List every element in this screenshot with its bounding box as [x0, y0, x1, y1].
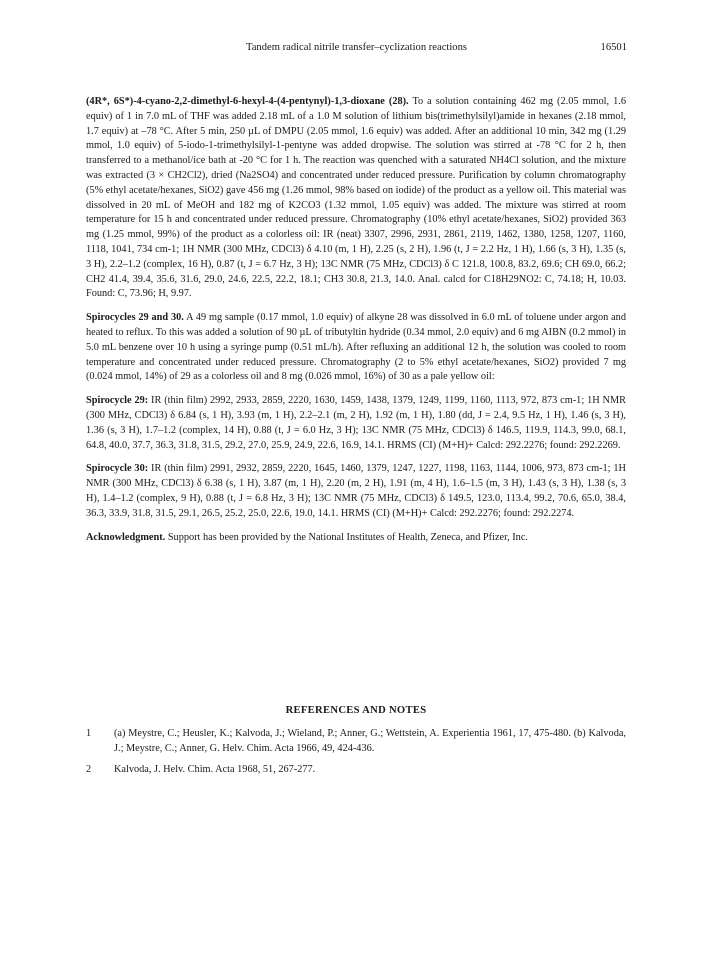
- spirocycles-29-30-heading: Spirocycles 29 and 30.: [86, 312, 184, 324]
- spirocycle-29-paragraph: [86, 394, 626, 453]
- spirocycle-30-data: IR (thin film) 2991, 2932, 2859, 2220, 1645, 1460, 1379, 1247, 1227, 1198, 1163, 1144, 1006, 973, 873 cm-1; 1H NMR (300 MHz, CDCl3) δ 6.38 (s, 1 H), 3.87 (m, 1 H), 2.20 (m, 2 H), 1.91 (m, 4 H), 1.6–1.5 (m, 3 H), 1.43 (s, 3 H), 1.38 (s, 3 H), 1.4–1.2 (complex, 9 H), 0.88 (t, J = 6.8 Hz, 3 H); 13C NMR (75 MHz, CDCl3) δ 149.5, 123.0, 113.4, 99.2, 70.6, 65.0, 38.4, 36.3, 33.9, 31.8, 31.5, 29.1, 26.5, 25.2, 25.0, 22.6, 19.0, 14.1. HRMS (CI) (M+H)+ Calcd: 292.2276; found: 292.2274.: [86, 463, 626, 519]
- spirocycle-30-paragraph: [86, 462, 626, 521]
- reference-item: [86, 763, 626, 778]
- reference-text: Kalvoda, J. Helv. Chim. Acta 1968, 51, 267-277.: [114, 763, 316, 775]
- reference-text: (a) Meystre, C.; Heusler, K.; Kalvoda, J.; Wieland, P.; Anner, G.; Wettstein, A. Experientia 1961, 17, 475-480. (b) Kalvoda, J.; Meystre, C.; Anner, G. Helv. Chim. Acta 1966, 49, 424-436.: [114, 728, 626, 754]
- reference-item: [86, 727, 626, 757]
- spirocycle-29-heading: Spirocycle 29:: [86, 395, 149, 407]
- experimental-section: [86, 95, 626, 554]
- spirocycle-29-data: IR (thin film) 2992, 2933, 2859, 2220, 1630, 1459, 1438, 1379, 1249, 1199, 1160, 1113, 972, 873 cm-1; 1H NMR (300 MHz, CDCl3) δ 6.84 (s, 1 H), 3.93 (m, 1 H), 2.2–2.1 (m, 2 H), 1.92 (m, 1 H), 1.80 (dd, J = 2.4, 9.5 Hz, 1 H), 1.46 (s, 3 H), 1.36 (s, 3 H), 1.7–1.2 (complex, 14 H), 0.88 (t, J = 6.0 Hz, 3 H); 13C NMR (75 MHz, CDCl3) δ 146.5, 119.9, 114.3, 99.0, 68.1, 64.8, 40.0, 37.7, 36.3, 31.8, 31.5, 29.2, 27.0, 25.9, 24.9, 22.6, 16.9, 14.1. HRMS (CI) (M+H)+ Calcd: 292.2276; found: 292.2269.: [86, 395, 626, 451]
- compound-28-heading: (4R*, 6S*)-4-cyano-2,2-dimethyl-6-hexyl-4-(4-pentynyl)-1,3-dioxane (28).: [86, 96, 409, 107]
- reference-number: 2: [86, 763, 92, 775]
- acknowledgment-paragraph: [86, 531, 626, 546]
- spirocycles-29-30-procedure: A 49 mg sample (0.17 mmol, 1.0 equiv) of alkyne 28 was dissolved in 6.0 mL of toluene under argon and heated to reflux. To this was added a solution of 90 µL of tributyltin hydride (0.34 mmol, 2.0 equiv) and 6 mg AIBN (0.2 mmol) in 5.0 mL benzene over 10 h using a syringe pump (0.51 mL/h). After refluxing an additional 12 h, the solution was cooled to room temperature and concentrated under reduced pressure. Chromatography (2 to 5% ethyl acetate/hexanes, SiO2) provided 7 mg (0.024 mmol, 14%) of 29 as a colorless oil and 8 mg (0.026 mmol, 16%) of 30 as a pale yellow oil:: [86, 312, 626, 383]
- spirocycle-30-heading: Spirocycle 30:: [86, 463, 149, 475]
- reference-number: 1: [86, 728, 92, 739]
- acknowledgment-heading: Acknowledgment.: [86, 531, 166, 543]
- references-heading: REFERENCES AND NOTES: [285, 705, 427, 716]
- running-title: Tandem radical nitrile transfer–cyclization reactions: [245, 42, 468, 53]
- acknowledgment-text: Support has been provided by the National Institutes of Health, Zeneca, and Pfizer, Inc.: [167, 531, 528, 543]
- page-number: 16501: [600, 42, 627, 53]
- running-head: [86, 42, 627, 58]
- references-list: [86, 727, 626, 783]
- compound-28-paragraph: [86, 95, 626, 302]
- compound-28-procedure: To a solution containing 462 mg (2.05 mmol, 1.6 equiv) of 1 in 7.0 mL of THF was added 2.18 mL of a 1.0 M solution of lithium bis(trimethylsilyl)amide in hexanes (2.18 mmol, 1.7 equiv) at –78 °C. After 5 min, 250 µL of DMPU (2.05 mmol, 1.6 equiv) was added. After an additional 10 min, 342 mg (1.29 mmol, 1.0 equiv) of 5-iodo-1-trimethylsilyl-1-pentyne was added dropwise. The solution was stirred at -78 °C for 2 h, then transferred to a methanol/ice bath at -20 °C for 1 h. The reaction was quenched with a saturated NH4Cl solution, and the mixture was extracted (3 × CH2Cl2), dried (Na2SO4) and concentrated under reduced pressure. Purification by column chromatography (5% ethyl acetate/hexanes, SiO2) gave 456 mg (1.26 mmol, 98% based on iodide) of the product as a yellow oil. This material was dissolved in 20 mL of MeOH and 182 mg of K2CO3 (1.32 mmol, 1.05 equiv) was added. The mixture was stirred at room temperature for 15 h and concentrated under reduced pressure. Chromatography (10% ethyl acetate/hexanes, SiO2) provided 363 mg (1.25 mmol, 99%) of the product as a colorless oil: IR (neat) 3307, 2996, 2931, 2861, 2119, 1462, 1380, 1258, 1207, 1160, 1118, 1041, 734 cm-1; 1H NMR (300 MHz, CDCl3) δ 4.10 (m, 1 H), 2.25 (s, 2 H), 1.96 (t, J = 2.2 Hz, 1 H), 1.66 (s, 3 H), 1.35 (s, 3 H), 2.2–1.2 (complex, 16 H), 0.87 (t, J = 6.7 Hz, 3 H); 13C NMR (75 MHz, CDCl3) δ C 121.8, 100.8, 83.2, 69.6; CH 69.0, 66.2; CH2 41.4, 39.4, 35.6, 31.6, 29.0, 24.6, 22.5, 22.2, 18.1; CH3 30.8, 21.3, 14.0. Anal. calcd for C18H29NO2: C, 74.18; H, 10.03. Found: C, 73.96; H, 9.97.: [86, 96, 626, 300]
- spirocycles-29-30-paragraph: [86, 311, 626, 385]
